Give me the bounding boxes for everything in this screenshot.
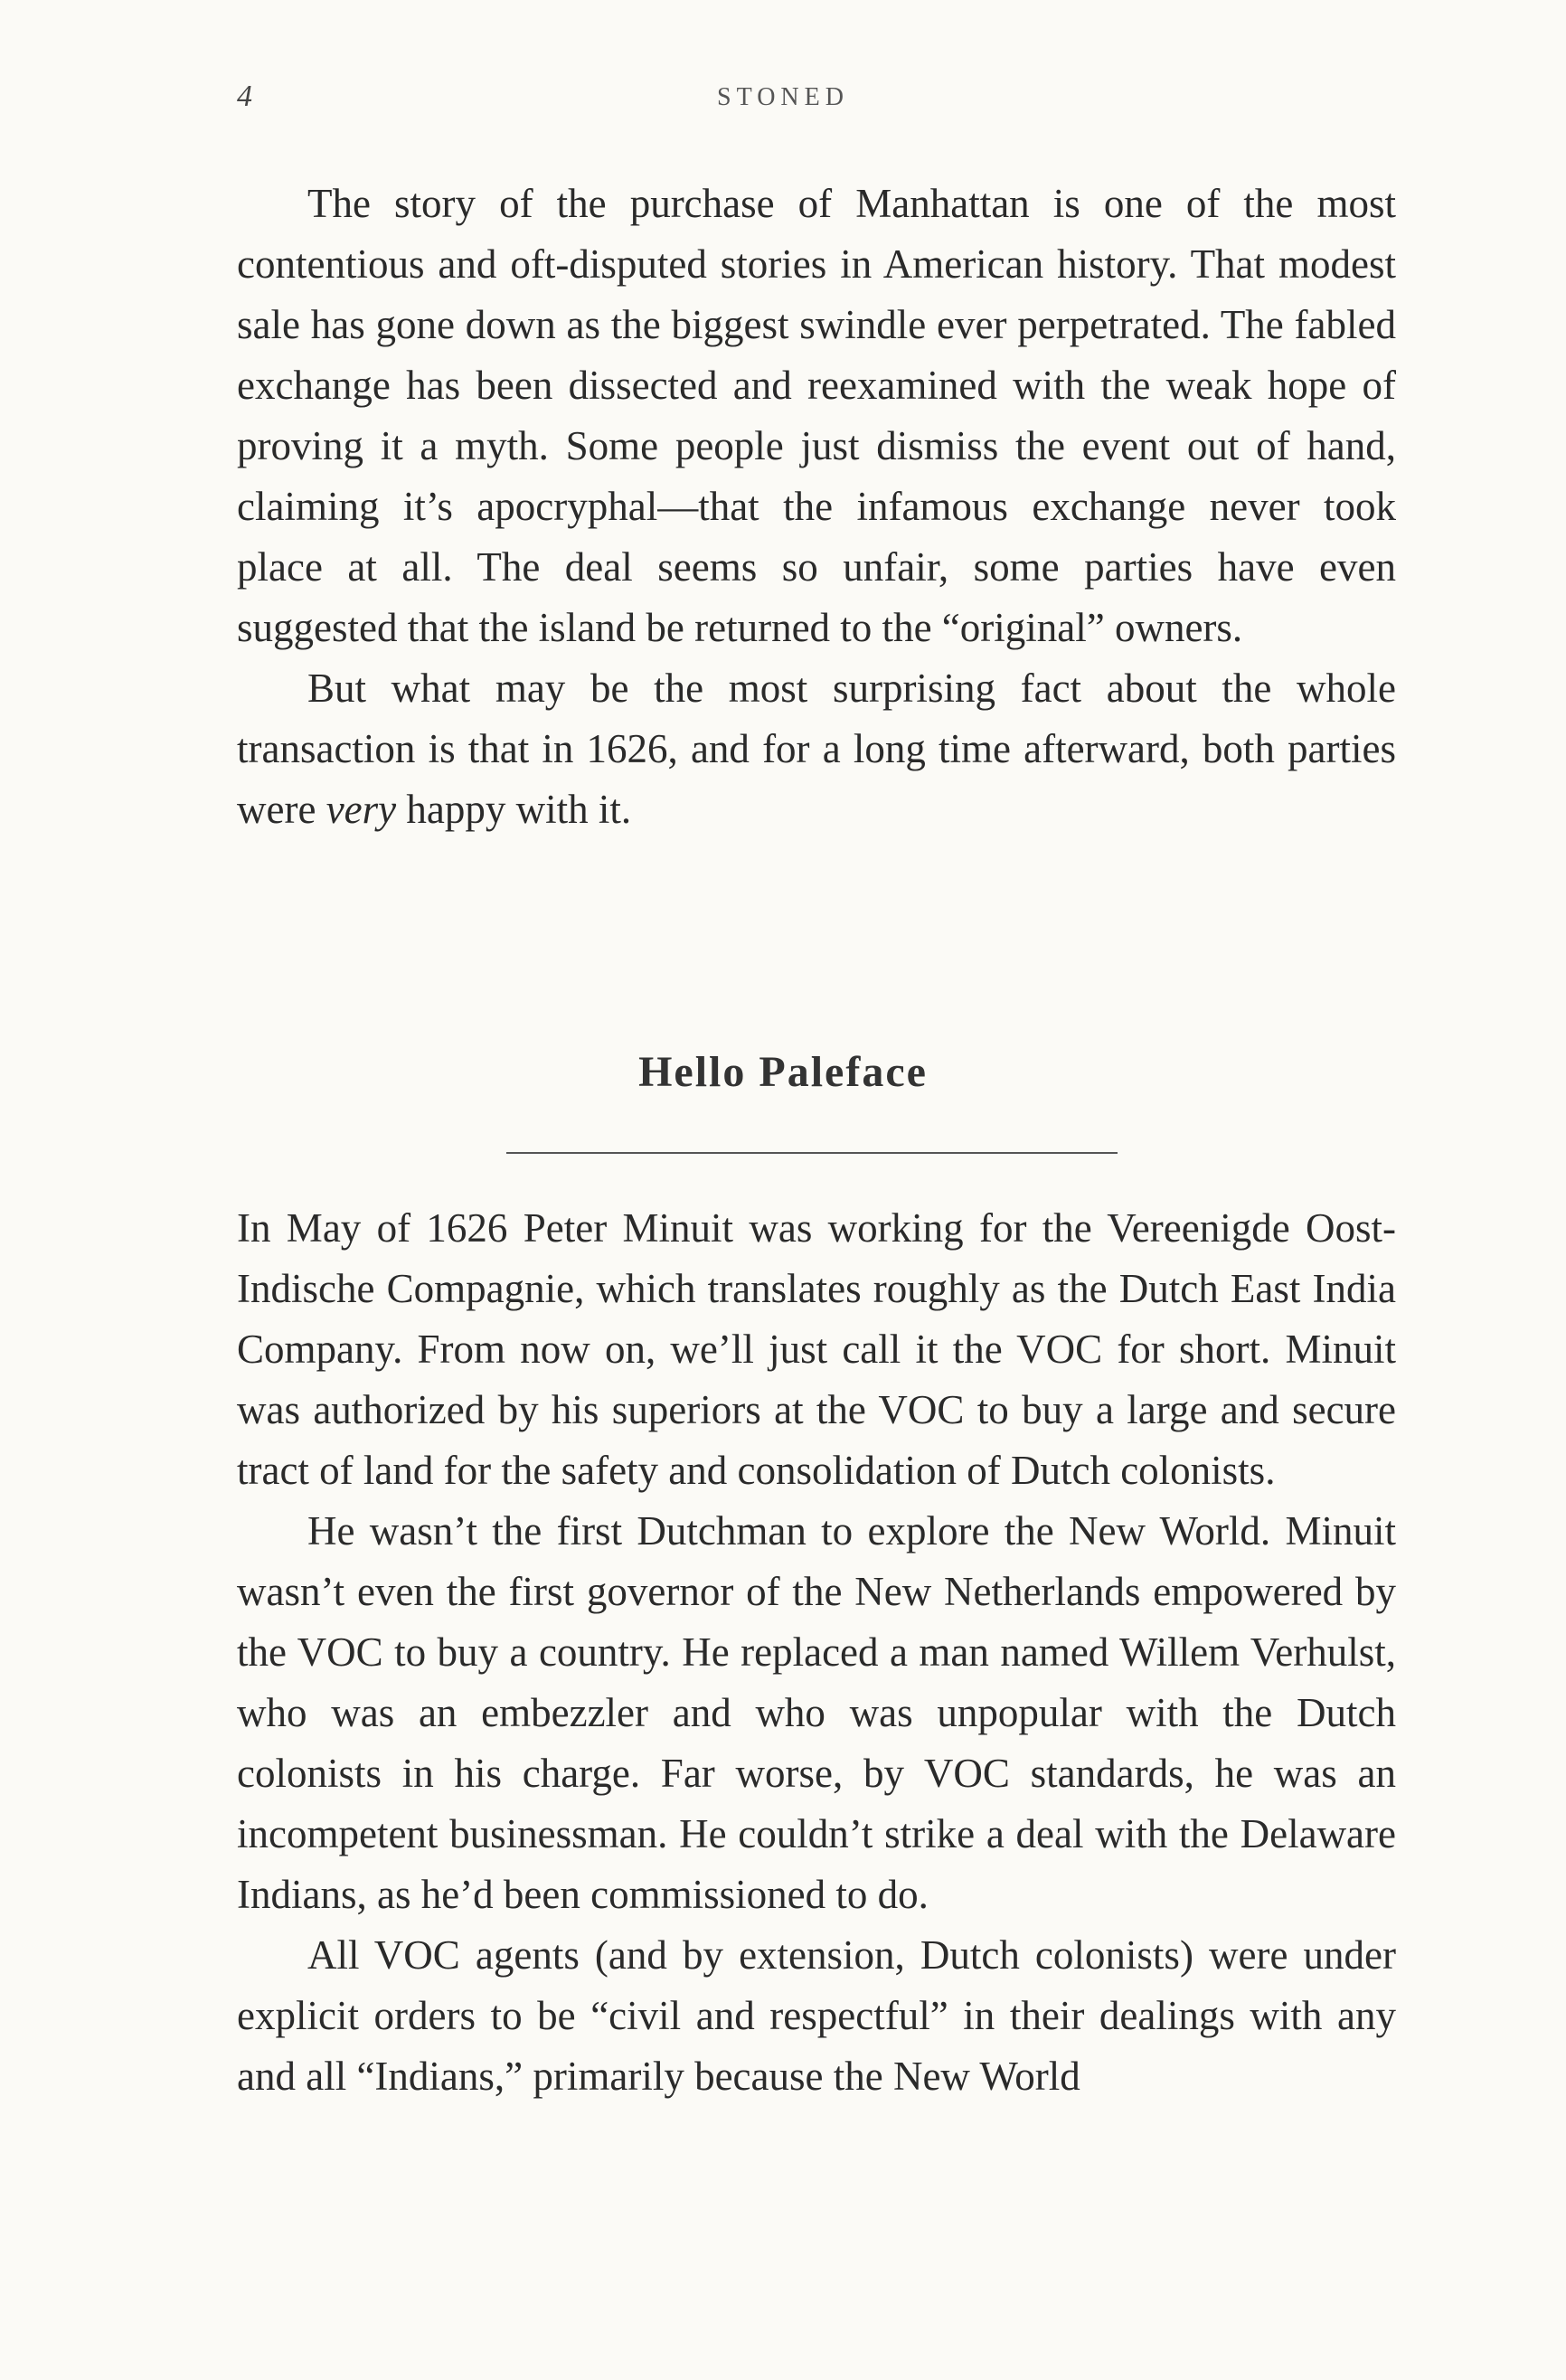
section-text-block xyxy=(237,1198,1396,2107)
paragraph: In May of 1626 Peter Minuit was working for the Vereenigde Oost-Indische Compagnie, which translates roughly as the Dutch East India Company. From now on, we’ll just call it the VOC for short. Minuit was authorized by his superiors at the VOC to buy a large and secure tract of land for the safety and consolidation of Dutch colonists. xyxy=(237,1205,1396,1493)
running-title: STONED xyxy=(717,83,849,111)
paragraph-text: But what may be the most surprising fact about the whole transaction is that in 1626, and for a long time afterward, both parties were xyxy=(237,666,1396,832)
page-number: 4 xyxy=(237,80,252,113)
emphasis-text: very xyxy=(325,787,397,832)
paragraph-text: happy with it. xyxy=(396,787,632,832)
paragraph xyxy=(237,658,1396,840)
paragraph: All VOC agents (and by extension, Dutch colonists) were under explicit orders to be “civil and respectful” in their dealings with any and all “Indians,” primarily because the New World xyxy=(237,1932,1396,2099)
section-heading: Hello Paleface xyxy=(638,1048,928,1096)
paragraph: He wasn’t the first Dutchman to explore the New World. Minuit wasn’t even the first governor of the New Netherlands empowered by the VOC to buy a country. He replaced a man named Willem Verhulst, who was an embezzler and who was unpopular with the Dutch colonists in his charge. Far worse, by VOC standards, he was an incompetent businessman. He couldn’t strike a deal with the Delaware Indians, as he’d been commissioned to do. xyxy=(237,1508,1396,1917)
running-head xyxy=(0,80,1566,116)
opening-text-block xyxy=(237,174,1396,840)
paragraph: The story of the purchase of Manhattan is one of the most contentious and oft-disputed stories in American history. That modest sale has gone down as the biggest swindle ever perpetrated. The fabled exchange has been dissected and reexamined with the weak hope of proving it a myth. Some people just dismiss the event out of hand, claiming it’s apocryphal—that the infamous exchange never took place at all. The deal seems so unfair, some parties have even suggested that the island be returned to the “original” owners. xyxy=(237,181,1396,650)
section-divider xyxy=(506,1152,1118,1154)
